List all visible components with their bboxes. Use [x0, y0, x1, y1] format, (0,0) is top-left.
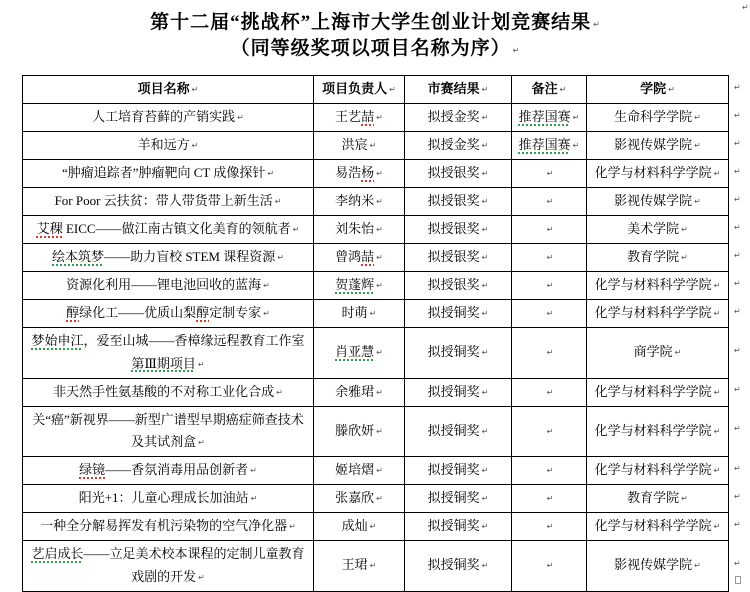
paragraph-mark-icon: ↵: [481, 522, 489, 532]
paragraph-mark-icon: ↵: [546, 169, 554, 179]
cell-result: [405, 188, 512, 216]
paragraph-mark-icon: ↵: [481, 225, 489, 235]
cell-result: [405, 244, 512, 272]
text-segment: 市赛结果: [427, 81, 480, 97]
table-row: [23, 188, 729, 216]
text-segment: ——香氛消毒用品创新者: [105, 462, 249, 478]
cell-project-name: [23, 406, 314, 457]
paragraph-mark-icon: ↵: [197, 359, 205, 369]
cell-note: [512, 104, 587, 132]
paragraph-mark-icon: ↵: [546, 494, 554, 504]
paragraph-mark-icon: ↵: [481, 426, 489, 436]
text-segment: 喆: [361, 109, 375, 125]
text-segment: 学院: [640, 81, 667, 97]
paragraph-mark-icon: ↵: [481, 169, 489, 179]
paragraph-mark-icon: ↵: [713, 522, 721, 532]
text-segment: 人工培育苔藓的产销实践: [92, 109, 236, 125]
text-segment: 非天然手性氨基酸的不对称工业化合成: [53, 383, 275, 399]
paragraph-mark-icon: ↵: [546, 281, 554, 291]
cell-note: [512, 406, 587, 457]
table-row: [23, 216, 729, 244]
paragraph-mark-icon: ↵: [263, 281, 270, 291]
cell-leader: [314, 300, 405, 328]
cell-note: [512, 216, 587, 244]
table-row: [23, 406, 729, 457]
text-segment: 备注: [531, 81, 558, 97]
cell-college: [587, 188, 729, 216]
cell-note: [512, 328, 587, 379]
text-segment: 羊和远方: [137, 137, 190, 153]
table-row: [23, 272, 729, 300]
paragraph-mark-icon: ↵: [191, 141, 199, 151]
end-of-document-square: [735, 576, 741, 584]
cell-college: [587, 272, 729, 300]
text-segment: 影视传媒学院: [614, 557, 693, 573]
cell-project-name: [23, 513, 314, 541]
cell-note: [512, 457, 587, 485]
text-segment: For Poor 云扶贫：带人带货带上新生活: [54, 193, 273, 209]
paragraph-mark-icon: ↵: [546, 387, 554, 397]
cell-college: [587, 513, 729, 541]
text-segment: 拟授铜奖: [427, 462, 480, 478]
table-row: [23, 513, 729, 541]
cell-project-name: [23, 485, 314, 513]
text-segment: 拟授银奖: [427, 193, 480, 209]
table-row: [23, 457, 729, 485]
paragraph-mark-icon: ↵: [369, 561, 377, 571]
paragraph-mark-icon: ↵: [250, 466, 257, 476]
paragraph-mark-icon: ↵: [376, 197, 383, 207]
table-row: [23, 378, 729, 406]
table-row: [23, 485, 729, 513]
text-segment: 教育学院: [627, 490, 680, 506]
cell-college: [587, 406, 729, 457]
paragraph-mark-icon: ↵: [681, 253, 688, 263]
cell-result: [405, 300, 512, 328]
text-segment: 杨: [361, 165, 375, 181]
cell-college: [587, 485, 729, 513]
title-line-2: [0, 36, 750, 62]
paragraph-mark-icon: ↵: [277, 253, 284, 263]
paragraph-mark-icon: ↵: [198, 438, 205, 448]
text-segment: 肖亚慧: [335, 344, 375, 360]
paragraph-mark-icon: ↵: [250, 494, 258, 504]
cell-result: [405, 457, 512, 485]
paragraph-mark-icon: ↵: [734, 110, 741, 120]
text-segment: 洪宸: [341, 137, 368, 153]
column-header: [587, 76, 729, 104]
text-segment: 绿化工——优质山梨: [79, 305, 197, 321]
text-segment: 拟授铜奖: [427, 305, 480, 321]
text-segment: 化学与材料科学学院: [594, 277, 712, 293]
cell-note: [512, 244, 587, 272]
cell-leader: [314, 188, 405, 216]
paragraph-mark-icon: ↵: [376, 348, 383, 358]
text-segment: ，爱至山城——香樟缘远程教育工作室: [83, 333, 305, 348]
paragraph-mark-icon: ↵: [713, 281, 721, 291]
page-title: 第十二届“挑战杯”上海市大学生创业计划竞赛结果: [150, 12, 592, 33]
cell-note: [512, 300, 587, 328]
cell-result: [405, 104, 512, 132]
paragraph-mark-icon: ↵: [481, 466, 489, 476]
column-header: [512, 76, 587, 104]
text-segment: 李纳米: [335, 193, 375, 209]
paragraph-mark-icon: ↵: [734, 222, 741, 232]
paragraph-mark-icon: ↵: [713, 387, 721, 397]
cell-note: [512, 160, 587, 188]
text-segment: 化学与材料科学学院: [594, 462, 712, 478]
cell-leader: [314, 272, 405, 300]
paragraph-mark-icon: ↵: [713, 466, 721, 476]
paragraph-mark-icon: ↵: [191, 85, 199, 95]
text-segment: ——立足美术校本课程的定制儿童教育戏剧的开发: [83, 546, 305, 584]
cell-note: [512, 513, 587, 541]
cell-note: [512, 541, 587, 592]
cell-project-name: [23, 216, 314, 244]
page-subtitle: （同等级奖项以项目名称为序）: [230, 37, 511, 59]
paragraph-mark-icon: ↵: [292, 225, 300, 235]
text-segment: 余雅珺: [335, 383, 375, 399]
paragraph-mark-icon: ↵: [734, 250, 741, 260]
text-segment: 推荐国赛: [518, 109, 571, 125]
paragraph-mark-icon: ↵: [734, 385, 741, 394]
paragraph-mark-icon: ↵: [734, 138, 741, 148]
cell-leader: [314, 406, 405, 457]
paragraph-mark-icon: ↵: [734, 424, 741, 434]
cell-result: [405, 160, 512, 188]
cell-project-name: [23, 244, 314, 272]
paragraph-mark-icon: ↵: [481, 253, 489, 263]
paragraph-mark-icon: ↵: [742, 3, 749, 12]
paragraph-mark-icon: ↵: [481, 494, 489, 504]
text-segment: 拟授铜奖: [427, 422, 480, 438]
text-segment: 定制专家: [209, 305, 262, 321]
doc-title: [0, 10, 750, 61]
paragraph-mark-icon: ↵: [481, 85, 489, 95]
text-segment: 拟授金奖: [427, 109, 480, 125]
text-segment: 醇: [196, 305, 210, 321]
paragraph-mark-icon: ↵: [694, 141, 701, 151]
text-segment: 刘朱怡: [335, 221, 375, 237]
text-segment: 化学与材料科学学院: [594, 165, 712, 181]
text-segment: 化学与材料科学学院: [594, 305, 712, 321]
text-segment: 拟授铜奖: [427, 518, 480, 534]
paragraph-mark-icon: ↵: [376, 426, 383, 436]
paragraph-mark-icon: ↵: [481, 113, 489, 123]
paragraph-mark-icon: ↵: [376, 494, 383, 504]
paragraph-mark-icon: ↵: [593, 20, 600, 29]
cell-result: [405, 406, 512, 457]
text-segment: 艺启成长: [31, 546, 84, 561]
paragraph-mark-icon: ↵: [481, 141, 489, 151]
table-row: [23, 328, 729, 379]
paragraph-mark-icon: ↵: [713, 426, 721, 436]
cell-result: [405, 132, 512, 160]
text-segment: 成灿: [341, 518, 368, 534]
paragraph-mark-icon: ↵: [237, 113, 244, 123]
cell-note: [512, 378, 587, 406]
cell-leader: [314, 160, 405, 188]
paragraph-mark-icon: ↵: [734, 558, 741, 568]
paragraph-mark-icon: ↵: [572, 141, 580, 151]
paragraph-mark-icon: ↵: [694, 197, 701, 207]
text-segment: 拟授银奖: [427, 249, 480, 265]
paragraph-mark-icon: ↵: [546, 348, 554, 358]
paragraph-mark-icon: ↵: [668, 85, 675, 95]
text-segment: ——助力盲校 STEM 课程资源: [104, 249, 276, 265]
cell-note: [512, 132, 587, 160]
table-row: [23, 541, 729, 592]
text-segment: 化学与材料科学学院: [594, 383, 712, 399]
paragraph-mark-icon: ↵: [734, 519, 741, 529]
text-segment: 梦始申江: [31, 333, 84, 348]
cell-college: [587, 104, 729, 132]
text-segment: 化学与材料科学学院: [594, 422, 712, 438]
cell-project-name: [23, 300, 314, 328]
text-segment: 拟授铜奖: [427, 557, 480, 573]
paragraph-mark-icon: ↵: [376, 466, 383, 476]
paragraph-mark-icon: ↵: [276, 387, 283, 397]
paragraph-mark-icon: ↵: [376, 113, 383, 123]
paragraph-mark-icon: ↵: [481, 309, 489, 319]
cell-result: [405, 378, 512, 406]
paragraph-mark-icon: ↵: [376, 281, 383, 291]
text-segment: 美术学院: [627, 221, 680, 237]
paragraph-mark-icon: ↵: [389, 85, 396, 95]
cell-college: [587, 244, 729, 272]
paragraph-mark-icon: ↵: [546, 253, 554, 263]
paragraph-mark-icon: ↵: [546, 197, 554, 207]
text-segment: 拟授银奖: [427, 165, 480, 181]
text-segment: 拟授铜奖: [427, 344, 480, 360]
cell-leader: [314, 485, 405, 513]
cell-leader: [314, 244, 405, 272]
text-segment: 拟授铜奖: [427, 383, 480, 399]
paragraph-mark-icon: ↵: [481, 197, 489, 207]
text-segment: 时萌: [341, 305, 368, 321]
text-segment: 拟授银奖: [427, 277, 480, 293]
cell-project-name: [23, 104, 314, 132]
text-segment: 一种全分解易挥发有机污染物的空气净化器: [40, 518, 288, 534]
text-segment: 阳光+1：儿童心理成长加油站: [78, 490, 249, 506]
text-segment: 项目名称: [137, 81, 190, 97]
paragraph-mark-icon: ↵: [546, 309, 554, 319]
paragraph-mark-icon: ↵: [376, 253, 383, 263]
paragraph-mark-icon: ↵: [198, 572, 205, 582]
table-row: [23, 132, 729, 160]
cell-project-name: [23, 457, 314, 485]
text-segment: 绿镜: [79, 462, 106, 478]
paragraph-mark-icon: ↵: [481, 387, 489, 397]
text-segment: 影视传媒学院: [614, 137, 693, 153]
cell-college: [587, 457, 729, 485]
paragraph-mark-icon: ↵: [734, 194, 741, 204]
text-segment: 生命科学学院: [614, 109, 693, 125]
cell-project-name: [23, 541, 314, 592]
text-segment: EICC——做江南古镇文化美育的领航者: [62, 221, 291, 237]
paragraph-mark-icon: ↵: [713, 309, 721, 319]
text-segment: 姬培熠: [335, 462, 375, 478]
text-segment: 艾稞: [36, 221, 63, 237]
paragraph-mark-icon: ↵: [572, 113, 580, 123]
cell-college: [587, 378, 729, 406]
text-segment: 曾鸿: [335, 249, 362, 265]
text-segment: 项目负责人: [322, 81, 388, 97]
column-header: [314, 76, 405, 104]
text-segment: 拟授铜奖: [427, 490, 480, 506]
paragraph-mark-icon: ↵: [546, 561, 554, 571]
text-segment: 滕欣妍: [335, 422, 375, 438]
paragraph-mark-icon: ↵: [734, 463, 741, 473]
table-row: [23, 300, 729, 328]
title-line-1: [0, 10, 750, 36]
paragraph-mark-icon: ↵: [369, 522, 377, 532]
cell-result: [405, 485, 512, 513]
header-row: [23, 76, 729, 104]
cell-leader: [314, 132, 405, 160]
cell-note: [512, 188, 587, 216]
text-segment: 第Ⅲ期项目: [131, 355, 196, 371]
cell-leader: [314, 328, 405, 379]
text-segment: 张嘉欣: [335, 490, 375, 506]
cell-leader: [314, 104, 405, 132]
cell-result: [405, 272, 512, 300]
paragraph-mark-icon: ↵: [546, 522, 554, 532]
paragraph-mark-icon: ↵: [734, 166, 741, 176]
paragraph-mark-icon: ↵: [734, 82, 741, 92]
paragraph-mark-icon: ↵: [481, 348, 489, 358]
text-segment: 影视传媒学院: [614, 193, 693, 209]
cell-college: [587, 216, 729, 244]
text-segment: 醇: [66, 305, 80, 321]
cell-project-name: [23, 272, 314, 300]
table-row: [23, 160, 729, 188]
cell-project-name: [23, 160, 314, 188]
cell-result: [405, 328, 512, 379]
cell-note: [512, 272, 587, 300]
cell-project-name: [23, 378, 314, 406]
results-table: [22, 75, 729, 592]
text-segment: 绘本筑梦: [52, 249, 105, 265]
paragraph-mark-icon: ↵: [681, 494, 688, 504]
table-row: [23, 104, 729, 132]
cell-project-name: [23, 328, 314, 379]
text-segment: 商学院: [633, 344, 673, 360]
cell-college: [587, 541, 729, 592]
paragraph-mark-icon: ↵: [559, 85, 567, 95]
paragraph-mark-icon: ↵: [713, 169, 721, 179]
text-segment: 化学与材料科学学院: [594, 518, 712, 534]
cell-leader: [314, 513, 405, 541]
text-segment: 王艺: [335, 109, 362, 125]
paragraph-mark-icon: ↵: [267, 169, 275, 179]
text-segment: 喆: [361, 249, 375, 265]
text-segment: “肿瘤追踪者”肿瘤靶向 CT 成像探针: [61, 165, 266, 181]
table-row: [23, 244, 729, 272]
text-segment: 关“癌”新视界——新型广谱型早期癌症筛查技术及其试剂盒: [32, 411, 304, 450]
text-segment: 资源化利用——锂电池回收的蓝海: [66, 277, 262, 293]
paragraph-mark-icon: ↵: [694, 113, 701, 123]
cell-leader: [314, 216, 405, 244]
paragraph-mark-icon: ↵: [263, 309, 270, 319]
cell-college: [587, 328, 729, 379]
cell-result: [405, 513, 512, 541]
paragraph-mark-icon: ↵: [369, 141, 377, 151]
paragraph-mark-icon: ↵: [734, 278, 741, 288]
cell-leader: [314, 541, 405, 592]
paragraph-mark-icon: ↵: [694, 561, 701, 571]
paragraph-mark-icon: ↵: [734, 491, 741, 501]
paragraph-mark-icon: ↵: [734, 345, 741, 355]
column-header: [23, 76, 314, 104]
text-segment: 王珺: [341, 557, 368, 573]
paragraph-mark-icon: ↵: [376, 225, 383, 235]
text-segment: 拟授金奖: [427, 137, 480, 153]
column-header: [405, 76, 512, 104]
text-segment: 教育学院: [627, 249, 680, 265]
paragraph-mark-icon: ↵: [681, 225, 688, 235]
paragraph-mark-icon: ↵: [376, 169, 383, 179]
paragraph-mark-icon: ↵: [734, 306, 741, 316]
paragraph-mark-icon: ↵: [481, 281, 489, 291]
text-segment: 拟授银奖: [427, 221, 480, 237]
text-segment: 推荐国赛: [518, 137, 571, 153]
cell-leader: [314, 457, 405, 485]
paragraph-mark-icon: ↵: [481, 561, 489, 571]
cell-project-name: [23, 188, 314, 216]
cell-project-name: [23, 132, 314, 160]
cell-college: [587, 300, 729, 328]
cell-leader: [314, 378, 405, 406]
paragraph-mark-icon: ↵: [376, 387, 383, 397]
cell-note: [512, 485, 587, 513]
text-segment: 易浩: [335, 165, 362, 181]
paragraph-mark-icon: ↵: [289, 522, 296, 532]
text-segment: 贺蓬辉: [335, 277, 375, 293]
paragraph-mark-icon: ↵: [369, 309, 377, 319]
paragraph-mark-icon: ↵: [274, 197, 282, 207]
paragraph-mark-icon: ↵: [546, 426, 554, 436]
paragraph-mark-icon: ↵: [546, 466, 554, 476]
paragraph-mark-icon: ↵: [546, 225, 554, 235]
cell-result: [405, 216, 512, 244]
paragraph-mark-icon: ↵: [674, 348, 682, 358]
paragraph-mark-icon: ↵: [512, 45, 520, 55]
cell-result: [405, 541, 512, 592]
cell-college: [587, 132, 729, 160]
cell-college: [587, 160, 729, 188]
